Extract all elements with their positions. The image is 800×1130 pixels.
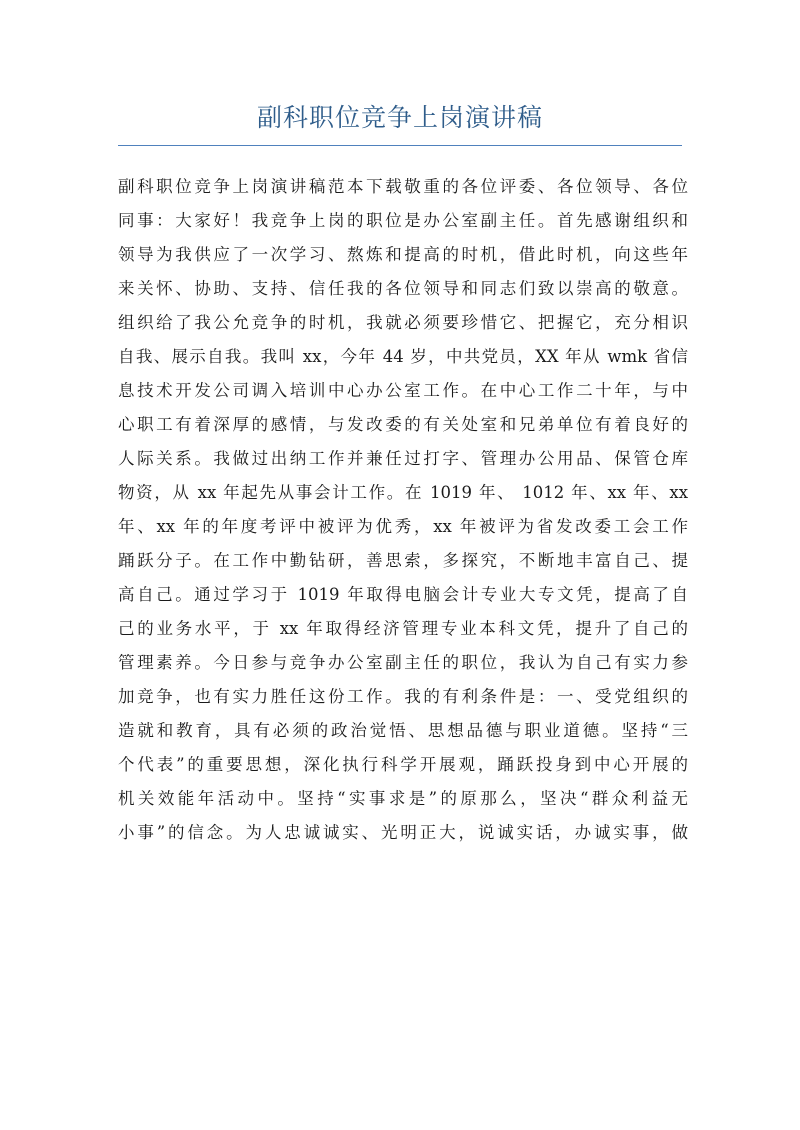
body-line: 管理素养。今日参与竞争办公室副主任的职位，我认为自己有实力参 [118,653,688,672]
body-line: 物资，从 xx 年起先从事会计工作。在 1019 年、 1012 年、xx 年、xx [118,483,688,502]
body-line: 造就和教育，具有必须的政治觉悟、思想品德与职业道德。坚持“三 [118,721,688,740]
body-line: 机关效能年活动中。坚持“实事求是”的原那么，坚决“群众利益无 [118,789,688,808]
body-line: 自我、展示自我。我叫 xx，今年 44 岁，中共党员，XX 年从 wmk 省信 [118,347,688,366]
title-divider [118,145,682,146]
body-text [118,170,688,850]
body-line: 息技术开发公司调入培训中心办公室工作。在中心工作二十年，与中 [118,381,688,400]
body-line: 组织给了我公允竞争的时机，我就必须要珍惜它、把握它，充分相识 [118,313,688,332]
body-line: 小事”的信念。为人忠诚诚实、光明正大，说诚实话，办诚实事，做 [118,823,688,842]
body-line: 高自己。通过学习于 1019 年取得电脑会计专业大专文凭，提高了自 [118,585,688,604]
body-line: 心职工有着深厚的感情，与发改委的有关处室和兄弟单位有着良好的 [118,415,688,434]
body-line: 个代表”的重要思想，深化执行科学开展观，踊跃投身到中心开展的 [118,755,688,774]
body-line: 踊跃分子。在工作中勤钻研，善思索，多探究，不断地丰富自己、提 [118,551,688,570]
body-line: 来关怀、协助、支持、信任我的各位领导和同志们致以崇高的敬意。 [118,279,688,298]
body-line: 同事：大家好！我竞争上岗的职位是办公室副主任。首先感谢组织和 [118,211,688,230]
body-line: 年、xx 年的年度考评中被评为优秀，xx 年被评为省发改委工会工作 [118,517,688,536]
body-line: 副科职位竞争上岗演讲稿范本下载敬重的各位评委、各位领导、各位 [118,177,688,196]
body-line: 己的业务水平，于 xx 年取得经济管理专业本科文凭，提升了自己的 [118,619,688,638]
body-line: 加竞争，也有实力胜任这份工作。我的有利条件是：一、受党组织的 [118,687,688,706]
document-title: 副科职位竞争上岗演讲稿 [256,103,543,132]
body-line: 领导为我供应了一次学习、熬炼和提高的时机，借此时机，向这些年 [118,245,688,264]
body-line: 人际关系。我做过出纳工作并兼任过打字、管理办公用品、保管仓库 [118,449,688,468]
